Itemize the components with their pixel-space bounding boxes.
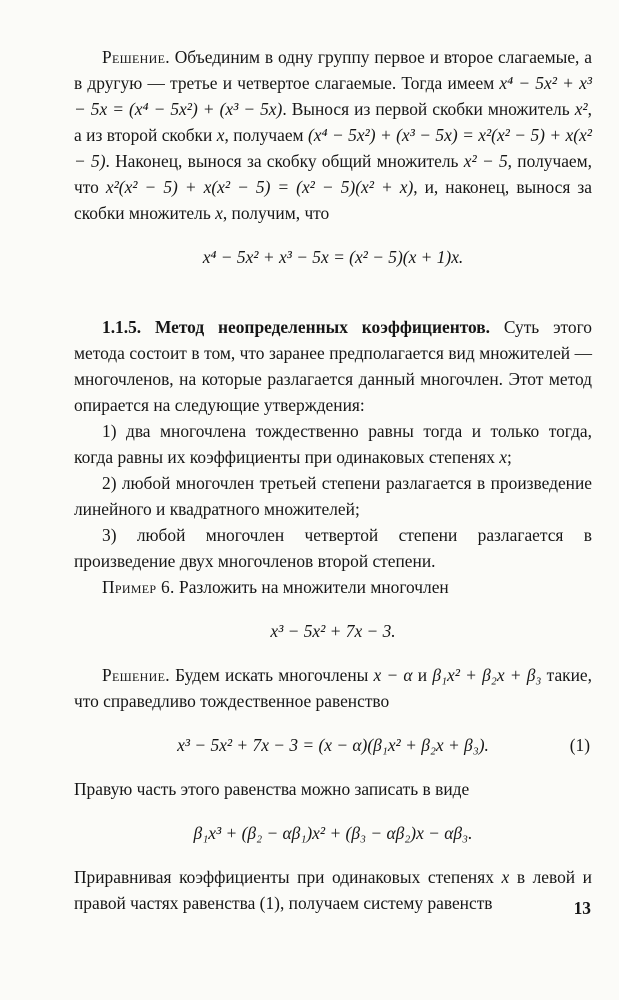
last-text-1: Приравнивая коэффициенты при одинаковых степенях (74, 867, 502, 887)
formula-identity-1-body: x³ − 5x² + 7x − 3 = (x − α)(β₁x² + β₂x + β₃). (177, 735, 489, 755)
p1-math-5: x² − 5 (463, 151, 508, 171)
formula-example-polynomial: x³ − 5x² + 7x − 3. (270, 621, 396, 641)
p1-text-4: , получаем (224, 125, 308, 145)
section-number: 1.1.5. (102, 317, 142, 337)
section-text: Суть этого метода состоит в том, что заранее предполагается вид множителей — многочленов, на которые разлагается данный многочлен. Этот метод опирается на следующие утверждения: (74, 317, 592, 415)
sol-math-1: x − α (373, 665, 413, 685)
item1-math: x (499, 447, 507, 467)
solution-label-2: Решение. (102, 665, 170, 685)
example-paragraph (74, 574, 592, 600)
solution-paragraph-1 (74, 44, 592, 226)
p1-math-3: x (216, 125, 225, 145)
statement-item-1 (74, 418, 592, 470)
p1-math-6: x²(x² − 5) + x(x² − 5) = (x² − 5)(x² + x) (105, 177, 414, 197)
item1-end: ; (506, 447, 512, 467)
right-side-paragraph: Правую часть этого равенства можно записать в виде (74, 779, 470, 799)
sol-text-2: и (412, 665, 433, 685)
item1-text: 1) два многочлена тождественно равны тогда и только тогда, когда равны их коэффициенты при одинаковых степенях (74, 421, 592, 467)
section-paragraph (74, 314, 592, 418)
example-label: Пример 6. (102, 577, 175, 597)
p1-text-5: . Наконец, вынося за скобку общий множитель (105, 151, 464, 171)
final-paragraph (74, 864, 592, 916)
formula-identity-1 (74, 732, 592, 758)
statement-item-3: 3) любой многочлен четвертой степени разлагается в произведение двух многочленов второй степени. (74, 525, 592, 571)
p1-text-1: Объединим в одну группу первое и второе слагаемые, а в другую — третье и четвертое слагаемые. Тогда имеем (74, 47, 592, 93)
page-body (74, 44, 592, 916)
p1-text-3: , а из второй скобки (74, 99, 592, 145)
formula-factorization-result: x⁴ − 5x² + x³ − 5x = (x² − 5)(x + 1)x. (202, 247, 464, 267)
solution-paragraph-2 (74, 662, 592, 714)
p1-math-1: x⁴ − 5x² + x³ − 5x = (x⁴ − 5x²) + (x³ − 5x) (74, 73, 592, 119)
p1-text-6: , получаем, что (74, 151, 592, 197)
statement-item-2: 2) любой многочлен третьей степени разлагается в произведение линейного и квадратного множителей; (74, 473, 592, 519)
p1-math-2: x² (574, 99, 588, 119)
section-gap (74, 288, 592, 314)
example-text: Разложить на множители многочлен (174, 577, 449, 597)
last-text-2: в левой и правой частях равенства (1), получаем систему равенств (74, 867, 592, 913)
last-math-1: x (501, 867, 510, 887)
sol-math-2: β₁x² + β₂x + β₃ (432, 665, 542, 685)
sol-text-3: такие, что справедливо тождественное равенство (74, 665, 592, 711)
solution-label: Решение. (102, 47, 170, 67)
section-title: Метод неопределенных коэффициентов. (154, 317, 491, 337)
sol-text-1: Будем искать многочлены (169, 665, 374, 685)
p1-math-4: (x⁴ − 5x²) + (x³ − 5x) = x²(x² − 5) + x(x² − 5) (74, 125, 592, 171)
p1-text-7: , и, наконец, вынося за скобки множитель (74, 177, 592, 223)
p1-text-2: . Вынося из первой скобки множитель (282, 99, 575, 119)
p1-math-7: x (215, 203, 223, 223)
page-number: 13 (573, 898, 591, 918)
equation-number: (1) (569, 735, 590, 755)
p1-text-8: , получим, что (222, 203, 330, 223)
formula-expanded-right-side: β₁x³ + (β₂ − αβ₁)x² + (β₃ − αβ₂)x − αβ₃. (193, 823, 473, 843)
